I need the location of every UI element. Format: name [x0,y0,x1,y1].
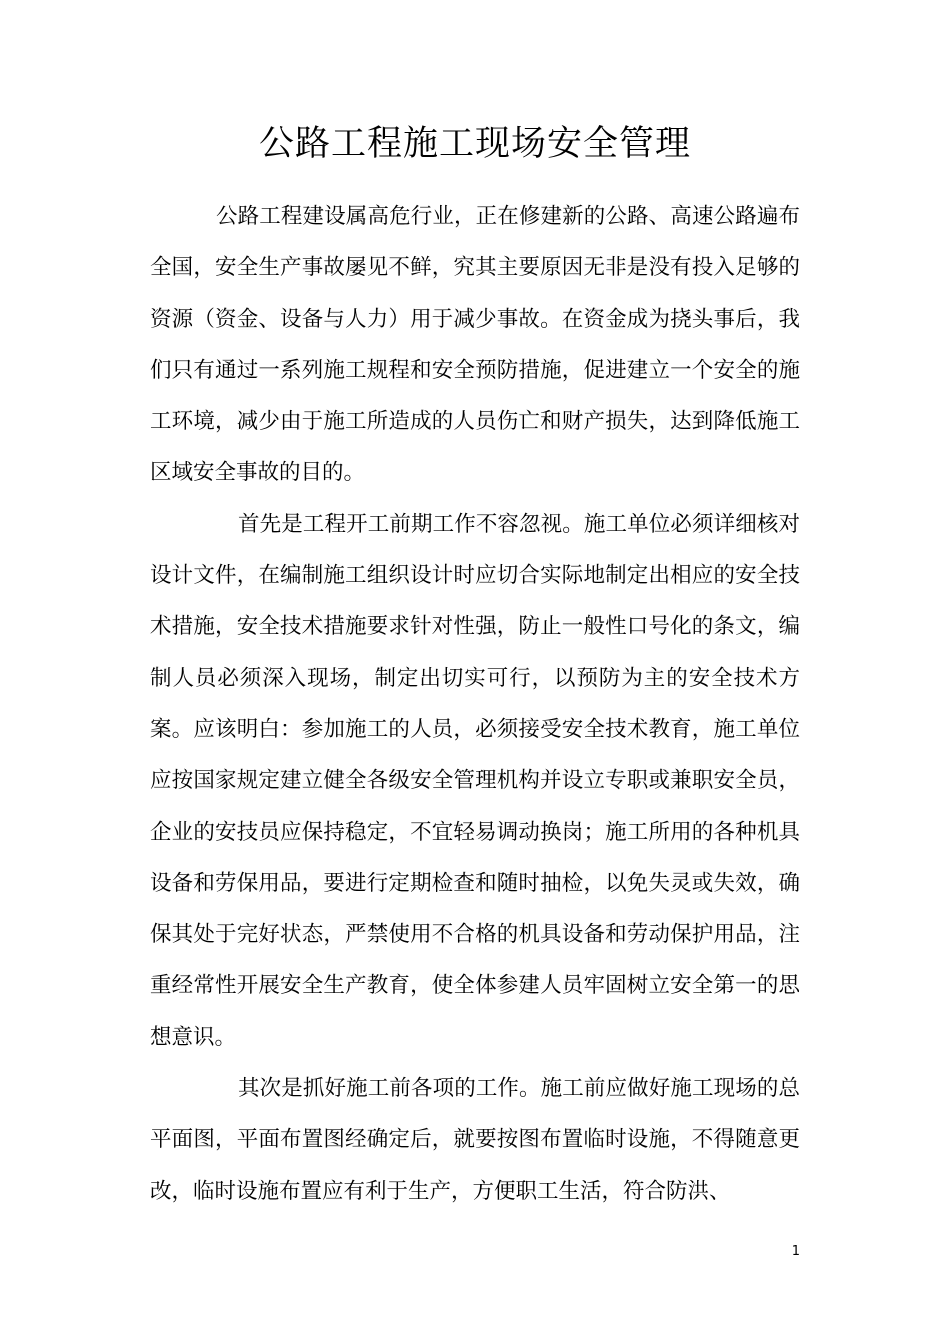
paragraph-intro: 公路工程建设属高危行业，正在修建新的公路、高速公路遍布全国，安全生产事故屡见不鲜，究其主要原因无非是没有投入足够的资源（资金、设备与人力）用于减少事故。在资金成为挠头事后，我们只有通过一系列施工规程和安全预防措施，促进建立一个安全的施工环境，减少由于施工所造成的人员伤亡和财产损失，达到降低施工区域安全事故的目的。 [150,204,800,486]
page-number: 1 [791,1244,800,1259]
paragraph-site-layout: 其次是抓好施工前各项的工作。施工前应做好施工现场的总平面图，平面布置图经确定后，就要按图布置临时设施，不得随意更改，临时设施布置应有利于生产，方便职工生活，符合防洪、 [150,1076,800,1204]
paragraph-preparation: 首先是工程开工前期工作不容忽视。施工单位必须详细核对设计文件，在编制施工组织设计时应切合实际地制定出相应的安全技术措施，安全技术措施要求针对性强，防止一般性口号化的条文，编制人员必须深入现场，制定出切实可行，以预防为主的安全技术方案。应该明白：参加施工的人员，必须接受安全技术教育，施工单位应按国家规定建立健全各级安全管理机构并设立专职或兼职安全员，企业的安技员应保持稳定，不宜轻易调动换岗；施工所用的各种机具设备和劳保用品，要进行定期检查和随时抽检，以免失灵或失效，确保其处于完好状态，严禁使用不合格的机具设备和劳动保护用品，注重经常性开展安全生产教育，使全体参建人员牢固树立安全第一的思想意识。 [150,511,800,1050]
document-body [150,191,800,1217]
document-title: 公路工程施工现场安全管理 [258,124,691,164]
